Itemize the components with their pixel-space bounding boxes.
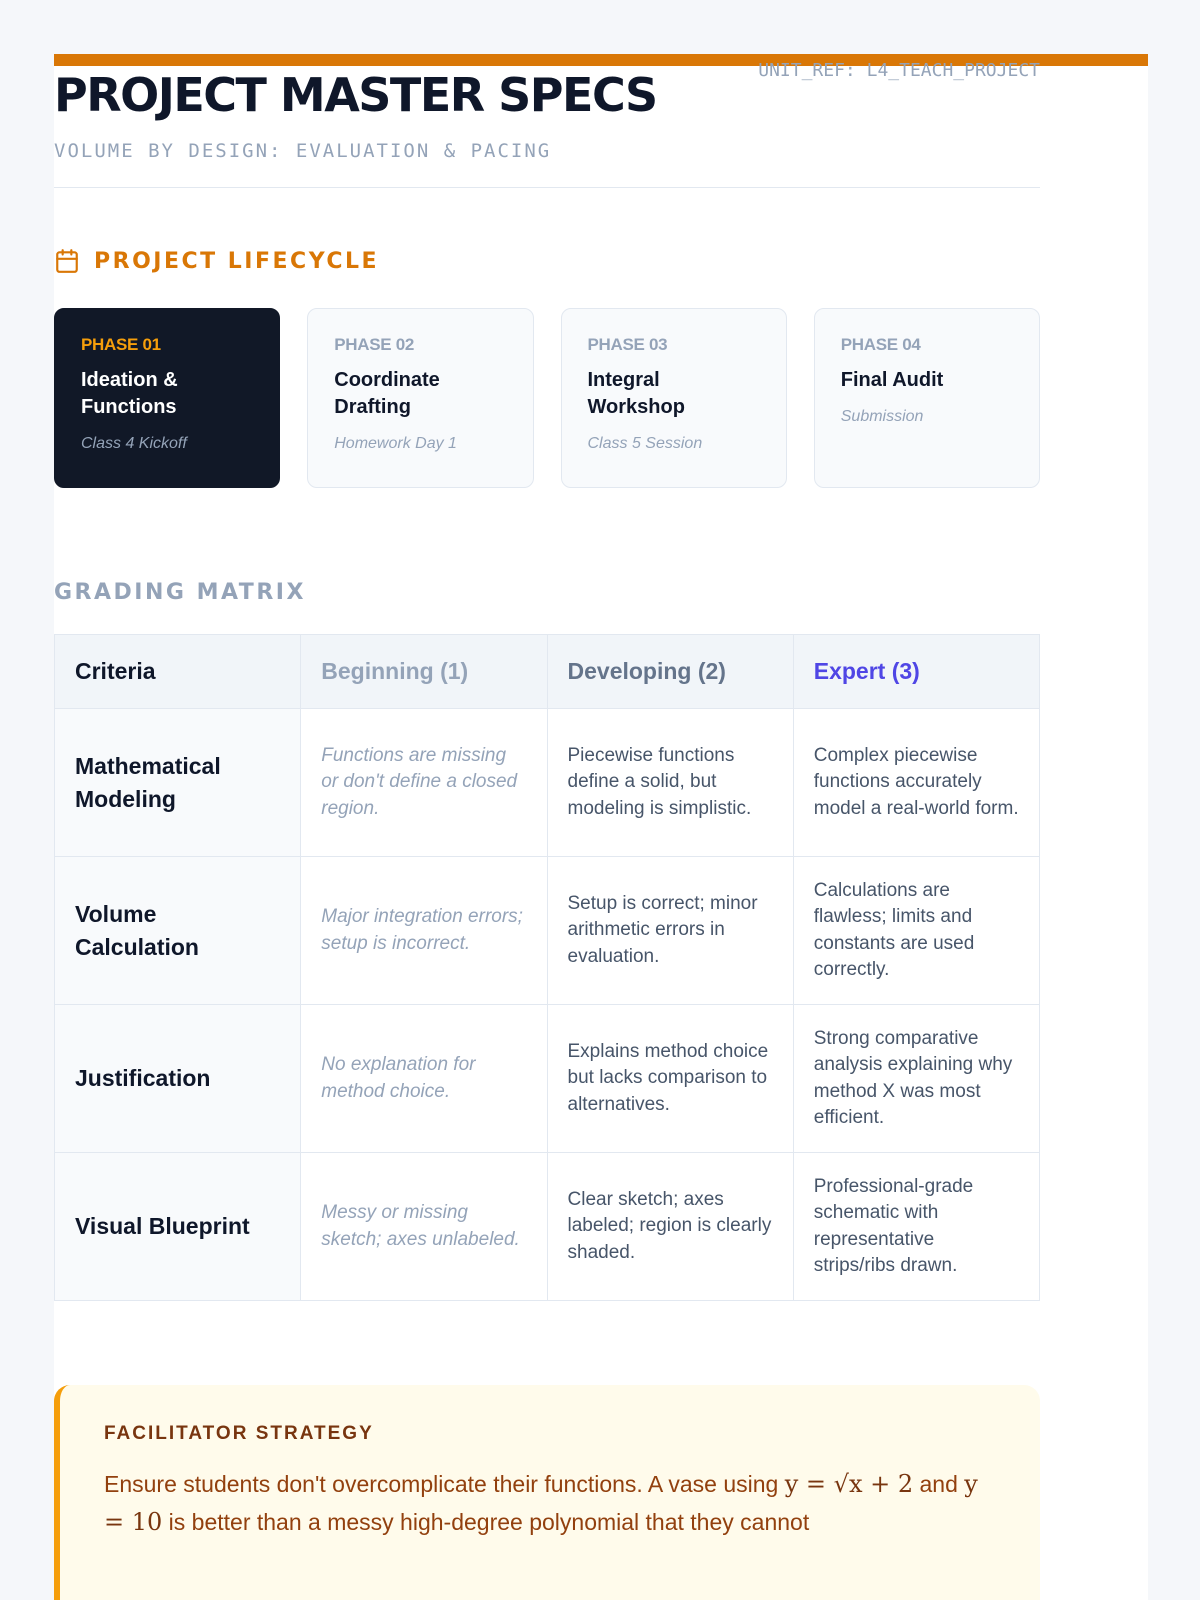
strategy-text-part: Ensure students don't overcomplicate their functions. A vase using	[104, 1471, 785, 1497]
phase-card[interactable]	[54, 308, 280, 488]
table-row	[55, 857, 1040, 1005]
unit-ref: UNIT_REF: L4_TEACH_PROJECT	[758, 60, 1040, 81]
developing-cell: Clear sketch; axes labeled; region is clearly shaded.	[547, 1153, 793, 1301]
phase-number: PHASE 01	[81, 335, 161, 354]
phase-name: Integral Workshop	[587, 369, 685, 418]
matrix-heading: GRADING MATRIX	[54, 580, 306, 605]
phase-timing: Submission	[840, 408, 924, 425]
phase-name: Coordinate Drafting	[334, 369, 440, 418]
criteria-cell: Justification	[55, 1005, 301, 1153]
strategy-text-part: is better than a messy high-degree polynomial that they cannot	[162, 1509, 810, 1535]
criteria-cell: Volume Calculation	[55, 857, 301, 1005]
math-expression: y = √x + 2	[784, 1470, 914, 1498]
strategy-label: FACILITATOR STRATEGY	[104, 1423, 374, 1444]
phase-timing: Homework Day 1	[334, 435, 457, 452]
expert-cell: Complex piecewise functions accurately model a real-world form.	[793, 709, 1039, 857]
column-header-criteria: Criteria	[55, 635, 301, 709]
facilitator-strategy	[54, 1385, 1040, 1600]
phase-card[interactable]	[814, 308, 1040, 488]
table-row	[55, 709, 1040, 857]
strategy-text	[104, 1465, 996, 1541]
lifecycle-heading	[54, 248, 379, 274]
math-expression: y = 10	[104, 1470, 978, 1536]
beginning-cell: Functions are missing or don't define a closed region.	[301, 709, 547, 857]
expert-cell: Strong comparative analysis explaining why method X was most efficient.	[793, 1005, 1039, 1153]
table-row	[55, 1005, 1040, 1153]
developing-cell: Explains method choice but lacks comparison to alternatives.	[547, 1005, 793, 1153]
beginning-cell: No explanation for method choice.	[301, 1005, 547, 1153]
criteria-cell: Visual Blueprint	[55, 1153, 301, 1301]
phase-timing: Class 5 Session	[587, 435, 703, 452]
phase-timing: Class 4 Kickoff	[81, 435, 187, 452]
phase-number: PHASE 02	[334, 335, 415, 354]
grading-matrix	[54, 634, 1040, 1301]
phase-number: PHASE 04	[840, 335, 921, 354]
expert-cell: Professional-grade schematic with representative strips/ribs drawn.	[793, 1153, 1039, 1301]
calendar-icon	[54, 248, 80, 274]
phase-name: Final Audit	[840, 369, 944, 391]
developing-cell: Piecewise functions define a solid, but modeling is simplistic.	[547, 709, 793, 857]
matrix-header-row	[55, 635, 1040, 709]
column-header-beginning: Beginning (1)	[301, 635, 547, 709]
phase-list	[54, 308, 1040, 488]
page-title: PROJECT MASTER SPECS	[54, 68, 657, 122]
criteria-cell: Mathematical Modeling	[55, 709, 301, 857]
lifecycle-heading-text: PROJECT LIFECYCLE	[94, 248, 380, 274]
page-header	[54, 60, 1040, 188]
table-row	[55, 1153, 1040, 1301]
phase-card[interactable]	[307, 308, 533, 488]
expert-cell: Calculations are flawless; limits and constants are used correctly.	[793, 857, 1039, 1005]
strategy-text-part: and	[913, 1471, 965, 1497]
column-header-developing: Developing (2)	[547, 635, 793, 709]
beginning-cell: Messy or missing sketch; axes unlabeled.	[301, 1153, 547, 1301]
phase-card[interactable]	[561, 308, 787, 488]
phase-number: PHASE 03	[587, 335, 668, 354]
phase-name: Ideation & Functions	[81, 369, 178, 418]
developing-cell: Setup is correct; minor arithmetic errors in evaluation.	[547, 857, 793, 1005]
beginning-cell: Major integration errors; setup is incorrect.	[301, 857, 547, 1005]
column-header-expert: Expert (3)	[793, 635, 1039, 709]
page-subtitle: VOLUME BY DESIGN: EVALUATION & PACING	[54, 140, 552, 162]
